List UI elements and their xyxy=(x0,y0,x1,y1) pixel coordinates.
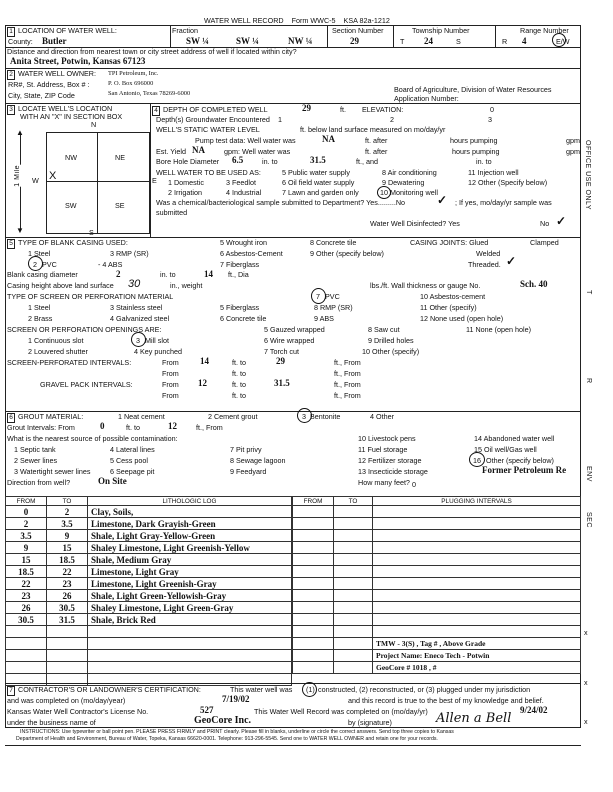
blank-dia-label: Blank casing diameter xyxy=(7,270,78,279)
opening-6[interactable]: 6 Wire wrapped xyxy=(264,336,315,345)
plugging-intervals-table xyxy=(292,496,581,674)
screen-from: From xyxy=(162,358,179,367)
opening-11[interactable]: 11 None (open hole) xyxy=(466,325,531,334)
gw-1: 1 xyxy=(278,115,282,124)
threaded-check[interactable]: ✓ xyxy=(506,254,517,268)
cell-from: 26 xyxy=(6,602,47,614)
grout-ft-to: ft. to xyxy=(126,423,140,432)
screen-from-value[interactable]: 14 xyxy=(200,356,209,366)
table-row xyxy=(6,506,292,518)
use-2[interactable]: 2 Irrigation xyxy=(168,188,202,197)
table-row xyxy=(6,602,292,614)
joints-welded[interactable]: Welded xyxy=(476,249,501,258)
screen-12[interactable]: 12 None used (open hole) xyxy=(420,314,504,323)
casing-2-num: 2 xyxy=(33,260,37,269)
contam-4[interactable]: 4 Lateral lines xyxy=(110,445,155,454)
contam-11[interactable]: 11 Fuel storage xyxy=(358,445,408,454)
litho-header-row xyxy=(6,497,292,506)
contam-label: What is the nearest source of possible contamination: xyxy=(7,434,178,443)
screen-ft-to: ft. to xyxy=(232,358,246,367)
elevation-value[interactable]: 0 xyxy=(490,105,494,114)
cell-to: 23 xyxy=(47,578,88,590)
cell-log: Shaley Limestone, Light Green-Gray xyxy=(88,602,292,614)
cell-log: Limestone, Dark Grayish-Green xyxy=(88,518,292,530)
contam-10[interactable]: 10 Livestock pens xyxy=(358,434,416,443)
disinfected-no-check[interactable]: ✓ xyxy=(556,214,567,228)
screen-6[interactable]: 6 Concrete tile xyxy=(220,314,267,323)
cell-from: 23 xyxy=(6,590,47,602)
table-row xyxy=(6,578,292,590)
grout-3-num: 3 xyxy=(302,412,306,421)
screen-7[interactable]: PVC xyxy=(325,292,340,301)
township-value[interactable]: 24 xyxy=(424,36,433,46)
use-5[interactable]: 5 Public water supply xyxy=(282,168,350,177)
screen-11[interactable]: 11 Other (specify) xyxy=(420,303,477,312)
note-1: TMW - 3(S) , Tag # , Above Grade xyxy=(373,638,581,650)
office-use-label: OFFICE USE ONLY xyxy=(584,140,591,210)
screen-2[interactable]: 2 Brass xyxy=(28,314,53,323)
table-row xyxy=(6,566,292,578)
cell-to: 15 xyxy=(47,542,88,554)
plug-header-to: TO xyxy=(334,497,373,506)
cell-from: 30.5 xyxy=(6,614,47,626)
screen-4[interactable]: 4 Galvanized steel xyxy=(110,314,170,323)
gravel-ft-from2: ft., From xyxy=(334,391,361,400)
opening-3[interactable]: Mill slot xyxy=(145,336,169,345)
pump-test-value[interactable]: NA xyxy=(322,134,335,144)
quad-nw: NW xyxy=(65,153,77,162)
table-row xyxy=(6,530,292,542)
contam-5[interactable]: 5 Cess pool xyxy=(110,456,148,465)
range-dir-circle xyxy=(552,33,566,47)
signature-value[interactable]: Allen a Bell xyxy=(436,711,512,726)
submitted-label: submitted xyxy=(156,208,188,217)
screen-7-num: 7 xyxy=(316,292,320,301)
gravel-ft-to2: ft. to xyxy=(232,391,246,400)
direction-label: Direction from well? xyxy=(7,478,71,487)
pump-test-label: Pump test data: Well water was xyxy=(195,136,296,145)
opening-5[interactable]: 5 Gauzed wrapped xyxy=(264,325,325,334)
gw-2: 2 xyxy=(390,115,394,124)
true-text: and this record is true to the best of my knowledge and belief. xyxy=(348,696,544,705)
static-level-label: WELL'S STATIC WATER LEVEL xyxy=(156,125,260,134)
yield-value[interactable]: NA xyxy=(192,145,205,155)
compass-n: N xyxy=(91,120,97,129)
litho-header-from: FROM xyxy=(6,497,47,506)
lithologic-log-table xyxy=(5,496,292,686)
screen-ft-from: ft., From xyxy=(334,358,361,367)
wall-value[interactable]: Sch. 40 xyxy=(520,279,548,289)
elevation-label: ELEVATION: xyxy=(362,105,404,114)
feet-label: How many feet? xyxy=(358,478,410,487)
plug-header-from: FROM xyxy=(293,497,334,506)
bore-in-to: in. to xyxy=(262,157,278,166)
cert-1-circle xyxy=(302,682,317,697)
cell-to: 9 xyxy=(47,530,88,542)
fraction-3[interactable]: NW ¼ xyxy=(288,36,313,46)
sample-label: Was a chemical/bacteriological sample submitted to Department? Yes.........No xyxy=(156,198,406,207)
height-weight: in., weight xyxy=(170,281,203,290)
screen-interval-label: SCREEN-PERFORATED INTERVALS: xyxy=(7,358,132,367)
cell-log: Shale, Light Gray-Yellow-Green xyxy=(88,530,292,542)
use-3[interactable]: 3 Feedlot xyxy=(226,178,256,187)
completed-value[interactable]: 7/19/02 xyxy=(222,694,250,704)
screen-1[interactable]: 1 Steel xyxy=(28,303,51,312)
screen-type-label: TYPE OF SCREEN OR PERFORATION MATERIAL xyxy=(7,292,174,301)
yield-label: Est. Yield xyxy=(156,147,186,156)
address-value[interactable]: Anita Street, Potwin, Kansas 67123 xyxy=(10,56,146,66)
quad-se: SE xyxy=(115,201,125,210)
casing-6[interactable]: 6 Asbestos-Cement xyxy=(220,249,283,258)
county-label: County: xyxy=(8,37,33,46)
casing-5[interactable]: 5 Wrought iron xyxy=(220,238,268,247)
contam-8[interactable]: 8 Sewage lagoon xyxy=(230,456,286,465)
street-value[interactable]: P. O. Box 696000 xyxy=(108,80,154,87)
range-label: Range Number xyxy=(520,26,569,35)
section7-label: 7 CONTRACTOR'S OR LANDOWNER'S CERTIFICATION: xyxy=(7,685,201,696)
cell-log: Clay, Soils, xyxy=(88,506,292,518)
business-value[interactable]: GeoCore Inc. xyxy=(194,715,252,726)
record-date[interactable]: 9/24/02 xyxy=(520,705,548,715)
township-label: Township Number xyxy=(412,26,470,35)
cell-to: 31.5 xyxy=(47,614,88,626)
office-x3: x xyxy=(584,717,588,726)
disinfected-label: Water Well Disinfected? Yes xyxy=(370,219,460,228)
gravel-from-value[interactable]: 12 xyxy=(198,378,207,388)
opening-7[interactable]: 7 Torch cut xyxy=(264,347,300,356)
office-t: T xyxy=(585,290,592,295)
height-label: Casing height above land surface xyxy=(7,281,114,290)
gravel-to-value[interactable]: 31.5 xyxy=(274,378,290,388)
application-number-label[interactable]: Application Number: xyxy=(394,94,459,103)
mile-label: 1 Mile xyxy=(14,165,21,187)
blank-dia-value[interactable]: 2 xyxy=(116,269,121,279)
disinfected-no: No xyxy=(540,219,550,228)
static-level-text: ft. below land surface measured on mo/day/yr xyxy=(300,125,446,134)
contam-13[interactable]: 13 Insecticide storage xyxy=(358,467,428,476)
yield-hours: hours pumping xyxy=(452,147,500,156)
cell-from: 15 xyxy=(6,554,47,566)
record-label: This Water Well Record was completed on (mo/day/yr) xyxy=(254,707,428,716)
office-sec: SEC xyxy=(585,512,592,528)
section-grid[interactable] xyxy=(46,132,150,234)
bore-and: ft., and xyxy=(356,157,378,166)
street-label: RR#, St. Address, Box # : xyxy=(8,80,90,89)
screen-8[interactable]: 8 RMP (SR) xyxy=(314,303,353,312)
compass-w: W xyxy=(32,176,39,185)
contam-16[interactable]: Other (specify below) xyxy=(486,456,554,465)
table-row xyxy=(6,518,292,530)
cell-log: Shale, Light Green-Yellowish-Gray xyxy=(88,590,292,602)
note-row xyxy=(293,638,581,650)
opening-8[interactable]: 8 Saw cut xyxy=(368,325,400,334)
license-value[interactable]: 527 xyxy=(200,705,214,715)
casing-1[interactable]: 1 Steel xyxy=(28,249,51,258)
opening-10[interactable]: 10 Other (specify) xyxy=(362,347,420,356)
cell-from: 2 xyxy=(6,518,47,530)
use-label: WELL WATER TO BE USED AS: xyxy=(156,168,261,177)
pump-gpm: gpm xyxy=(566,136,580,145)
note-3: GeoCore # 1018 , # xyxy=(373,662,581,674)
section2-label: 2 WATER WELL OWNER: xyxy=(7,69,96,80)
litho-header-log: LITHOLOGIC LOG xyxy=(88,497,292,506)
wall-label: lbs./ft. Wall thickness or gauge No. xyxy=(370,281,481,290)
township-dir: S xyxy=(456,37,461,46)
screen-ft-from2: ft., From xyxy=(334,369,361,378)
cell-to: 2 xyxy=(47,506,88,518)
bore-value[interactable]: 6.5 xyxy=(232,155,244,165)
depth-value[interactable]: 29 xyxy=(302,103,311,113)
table-row xyxy=(6,614,292,626)
casing-7[interactable]: 7 Fiberglass xyxy=(220,260,260,269)
contam-6[interactable]: 6 Seepage pit xyxy=(110,467,155,476)
yield-after: ft. after xyxy=(365,147,388,156)
fraction-1[interactable]: SW ¼ xyxy=(186,36,209,46)
use-12[interactable]: 12 Other (Specify below) xyxy=(468,178,548,187)
use-8[interactable]: 8 Air conditioning xyxy=(382,168,437,177)
use-6[interactable]: 6 Oil field water supply xyxy=(282,178,355,187)
table-row-empty xyxy=(6,662,292,674)
casing-4[interactable]: - 4 ABS xyxy=(98,260,123,269)
office-x2: x xyxy=(584,678,588,687)
contam-16-num: 16 xyxy=(473,456,481,465)
quad-ne: NE xyxy=(115,153,125,162)
depth-label: 4 DEPTH OF COMPLETED WELL xyxy=(152,105,268,116)
city-value[interactable]: San Antonio, Texas 78269-6000 xyxy=(108,90,191,97)
township-prefix: T xyxy=(400,37,405,46)
grout-4[interactable]: 4 Other xyxy=(370,412,394,421)
contam-12[interactable]: 12 Fertilizer storage xyxy=(358,456,422,465)
city-label: City, State, ZIP Code xyxy=(8,91,75,100)
gravel-from2: From xyxy=(162,391,179,400)
fraction-2[interactable]: SW ¼ xyxy=(236,36,259,46)
table-row xyxy=(6,590,292,602)
signature-label: by (signature) xyxy=(348,718,392,727)
fraction-label: Fraction xyxy=(172,26,198,35)
completed-label: and was completed on (mo/day/year) xyxy=(7,696,126,705)
contam-7[interactable]: 7 Pit privy xyxy=(230,445,262,454)
screen-5[interactable]: 5 Fiberglass xyxy=(220,303,260,312)
contam-14[interactable]: 14 Abandoned water well xyxy=(474,434,555,443)
office-x1: x xyxy=(584,628,588,637)
opening-4[interactable]: 4 Key punched xyxy=(134,347,182,356)
screen-from2: From xyxy=(162,369,179,378)
screen-3[interactable]: 3 Stainless steel xyxy=(110,303,163,312)
arrow-up-icon: ▲ xyxy=(16,128,24,137)
use-10[interactable]: 10 Monitoring well xyxy=(380,188,438,197)
compass-s: S xyxy=(89,228,94,237)
distance-label: Distance and direction from nearest town or city street address of well if located within city? xyxy=(7,47,297,56)
screen-10[interactable]: 10 Asbestos-cement xyxy=(420,292,486,301)
sample-no-check[interactable]: ✓ xyxy=(437,193,448,207)
well-mark: X xyxy=(49,170,57,182)
bore-label: Bore Hole Diameter xyxy=(156,157,220,166)
cert-text-b: constructed, (2) reconstructed, or (3) plugged under my jurisdiction xyxy=(318,685,531,694)
cell-from: 18.5 xyxy=(6,566,47,578)
range-dir[interactable]: E/W xyxy=(556,37,570,46)
cell-from: 9 xyxy=(6,542,47,554)
cell-from: 3.5 xyxy=(6,530,47,542)
cell-log: Shaley Limestone, Light Greenish-Yellow xyxy=(88,542,292,554)
height-value[interactable]: 30 xyxy=(128,278,141,290)
joints-label: CASING JOINTS: Glued xyxy=(410,238,489,247)
opening-2[interactable]: 2 Louvered shutter xyxy=(28,347,88,356)
depth-ft: ft. xyxy=(340,105,346,114)
casing-9[interactable]: 9 Other (specify below) xyxy=(310,249,384,258)
contam-15[interactable]: 15 Oil well/Gas well xyxy=(474,445,537,454)
cert-1-num: (1) xyxy=(306,685,315,694)
contam-other-value[interactable]: Former Petroleum Re xyxy=(482,465,567,475)
table-row xyxy=(6,554,292,566)
office-env: ENV xyxy=(585,466,592,482)
joints-clamped[interactable]: Clamped xyxy=(530,238,559,247)
feet-value[interactable]: 0 xyxy=(412,480,416,489)
section3-label: 3 LOCATE WELL'S LOCATION xyxy=(7,104,112,115)
section1-label: 1 LOCATION OF WATER WELL: xyxy=(7,26,117,37)
contam-3[interactable]: 3 Watertight sewer lines xyxy=(14,467,91,476)
screen-9[interactable]: 9 ABS xyxy=(314,314,334,323)
instructions-line1: INSTRUCTIONS: Use typewriter or ball point pen. PLEASE PRESS FIRMLY and PRINT clearly. Please fill in blanks, underline or circle the correct answers. Send top three copies to Kansas xyxy=(20,729,454,735)
license-label: Kansas Water Well Contractor's License No. xyxy=(7,707,149,716)
use-4[interactable]: 4 Industrial xyxy=(226,188,262,197)
screen-ft-to2: ft. to xyxy=(232,369,246,378)
table-row-empty xyxy=(6,650,292,662)
grout-ft-from: ft., From xyxy=(196,423,223,432)
grout-1[interactable]: 1 Neat cement xyxy=(118,412,165,421)
cell-from: 0 xyxy=(6,506,47,518)
blank-to-value[interactable]: 14 xyxy=(204,269,213,279)
section-number-label: Section Number xyxy=(332,26,384,35)
cell-log: Shale, Brick Red xyxy=(88,614,292,626)
owner-value[interactable]: TPI Petroleum, Inc. xyxy=(108,70,159,77)
section6-label: 6 GROUT MATERIAL: xyxy=(7,412,83,423)
plug-header-row xyxy=(293,497,581,506)
gravel-label: GRAVEL PACK INTERVALS: xyxy=(40,380,133,389)
blank-in-to: in. to xyxy=(160,270,176,279)
casing-2[interactable]: PVC xyxy=(42,260,57,269)
sample-tail: ; If yes, mo/day/yr sample was xyxy=(455,198,552,207)
contam-1[interactable]: 1 Septic tank xyxy=(14,445,56,454)
yield-gpm2: gpm xyxy=(566,147,580,156)
arrow-down-icon: ▼ xyxy=(16,226,24,235)
contam-2[interactable]: 2 Sewer lines xyxy=(14,456,58,465)
county-value[interactable]: Butler xyxy=(42,36,67,46)
section5-label: 5 TYPE OF BLANK CASING USED: xyxy=(7,238,128,249)
business-label: under the business name of xyxy=(7,718,96,727)
opening-9[interactable]: 9 Drilled holes xyxy=(368,336,414,345)
pump-after: ft. after xyxy=(365,136,388,145)
office-r: R xyxy=(585,378,592,384)
casing-2-circle xyxy=(28,256,43,271)
bore-to-value[interactable]: 31.5 xyxy=(310,155,326,165)
use-1[interactable]: 1 Domestic xyxy=(168,178,204,187)
frame-bottom xyxy=(5,727,581,728)
bore-in-to2: in. to xyxy=(476,157,492,166)
section3-label2: WITH AN "X" IN SECTION BOX xyxy=(20,112,123,121)
screen-to-value[interactable]: 29 xyxy=(276,356,285,366)
grout-3[interactable]: Bentonite xyxy=(310,412,341,421)
gw-3: 3 xyxy=(488,115,492,124)
grout-intervals-label: Grout Intervals: From xyxy=(7,423,75,432)
use-11[interactable]: 11 Injection well xyxy=(468,168,519,177)
pump-hours: hours pumping xyxy=(450,136,498,145)
table-row-empty xyxy=(6,626,292,638)
opening-3-num: 3 xyxy=(136,336,140,345)
blank-dia2: ft., Dia xyxy=(228,270,249,279)
use-7[interactable]: 7 Lawn and garden only xyxy=(282,188,359,197)
form-title: WATER WELL RECORD Form WWC-5 KSA 82a-1212 xyxy=(204,16,390,25)
compass-e: E xyxy=(152,176,157,185)
groundwater-label: Depth(s) Groundwater Encountered xyxy=(156,115,270,124)
quad-sw: SW xyxy=(65,201,77,210)
yield-gpm: gpm: Well water was xyxy=(224,147,291,156)
opening-1[interactable]: 1 Continuous slot xyxy=(28,336,84,345)
cell-to: 22 xyxy=(47,566,88,578)
range-prefix: R xyxy=(502,37,508,46)
joints-threaded[interactable]: Threaded. xyxy=(468,260,501,269)
opening-3-circle xyxy=(131,332,146,347)
gravel-ft-from: ft., From xyxy=(334,380,361,389)
grout-from-value[interactable]: 0 xyxy=(100,421,105,431)
note-row xyxy=(293,650,581,662)
note-2: Project Name: Eneco Tech - Potwin xyxy=(373,650,581,662)
cell-to: 18.5 xyxy=(47,554,88,566)
section-number-value[interactable]: 29 xyxy=(350,36,359,46)
contam-9[interactable]: 9 Feedyard xyxy=(230,467,267,476)
screen-7-circle xyxy=(311,288,326,304)
litho-header-to: TO xyxy=(47,497,88,506)
range-value[interactable]: 4 xyxy=(522,36,527,46)
board-label: Board of Agriculture, Division of Water Resources xyxy=(394,85,552,94)
cell-from: 22 xyxy=(6,578,47,590)
table-row xyxy=(6,542,292,554)
note-row xyxy=(293,662,581,674)
gravel-from: From xyxy=(162,380,179,389)
plug-header-intervals: PLUGGING INTERVALS xyxy=(373,497,581,506)
grout-2[interactable]: 2 Cement grout xyxy=(208,412,258,421)
use-9[interactable]: 9 Dewatering xyxy=(382,178,425,187)
gravel-ft-to: ft. to xyxy=(232,380,246,389)
grout-to-value[interactable]: 12 xyxy=(168,421,177,431)
direction-value[interactable]: On Site xyxy=(98,476,127,486)
casing-3[interactable]: 3 RMP (SR) xyxy=(110,249,149,258)
cell-log: Limestone, Light Greenish-Gray xyxy=(88,578,292,590)
cell-to: 26 xyxy=(47,590,88,602)
cell-to: 3.5 xyxy=(47,518,88,530)
openings-label: SCREEN OR PERFORATION OPENINGS ARE: xyxy=(7,325,162,334)
cell-log: Limestone, Light Gray xyxy=(88,566,292,578)
cell-log: Shale, Medium Gray xyxy=(88,554,292,566)
cert-text-a: This water well was xyxy=(230,685,293,694)
casing-8[interactable]: 8 Concrete tile xyxy=(310,238,357,247)
instructions-line2: Department of Health and Environment, Bureau of Water, Topeka, Kansas 66620-0001. Telephone: 913-296-5545. Send one to WATER WELL OWNER and retain one for your records. xyxy=(16,736,438,742)
table-row-empty xyxy=(6,638,292,650)
cell-to: 30.5 xyxy=(47,602,88,614)
